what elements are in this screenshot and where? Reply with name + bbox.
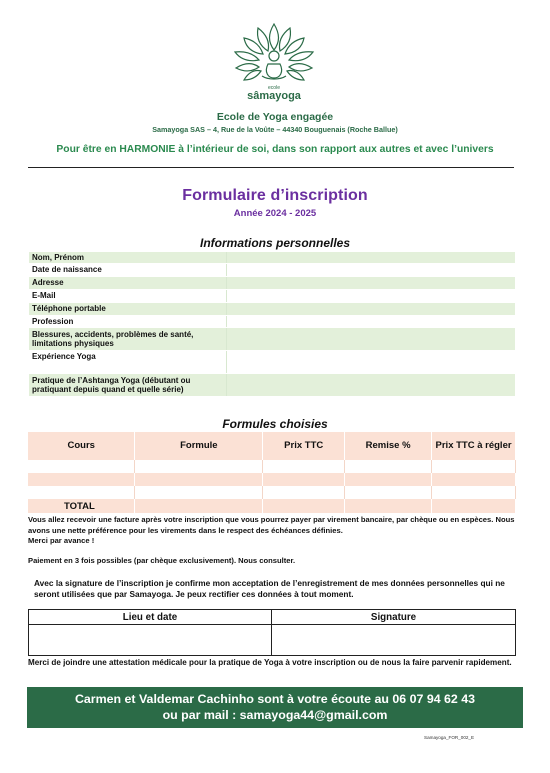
field-label: E-Mail xyxy=(32,291,56,300)
cell-prix[interactable] xyxy=(263,486,345,499)
cell-formule[interactable] xyxy=(135,473,263,486)
logo-brand-text: sâmayoga xyxy=(247,90,301,102)
name-field[interactable] xyxy=(226,252,515,263)
phone-field[interactable] xyxy=(226,303,515,315)
personal-info-table xyxy=(29,252,515,397)
field-label: Nom, Prénom xyxy=(32,252,85,262)
form-year: Année 2024 - 2025 xyxy=(233,208,317,219)
school-name: Ecole de Yoga engagée xyxy=(216,111,334,123)
table-row xyxy=(28,486,516,499)
col-remise: Remise % xyxy=(345,432,432,460)
field-label: Expérience Yoga xyxy=(32,352,96,361)
cell-total-prix[interactable] xyxy=(263,499,345,513)
ashtanga-field[interactable] xyxy=(226,374,515,396)
total-label: TOTAL xyxy=(28,499,135,513)
logo-small-text: ecole xyxy=(268,85,280,91)
cell-a-regler[interactable] xyxy=(432,460,516,473)
place-date-field[interactable] xyxy=(29,625,272,656)
lotus-yogi-logo-icon xyxy=(228,20,320,102)
personal-row-phone xyxy=(29,303,515,316)
personal-row-experience xyxy=(29,351,515,374)
total-row xyxy=(28,499,516,513)
signature-header: Signature xyxy=(272,610,516,625)
cell-remise[interactable] xyxy=(345,460,432,473)
col-prix-ttc: Prix TTC xyxy=(263,432,345,460)
field-label: Téléphone portable xyxy=(32,304,106,314)
cell-prix[interactable] xyxy=(263,460,345,473)
samayoga-logo xyxy=(228,20,320,102)
invoice-note xyxy=(28,515,520,547)
personal-row-birthdate xyxy=(29,264,515,277)
col-prix-a-regler: Prix TTC à régler xyxy=(432,432,516,460)
footer-reference: Samayoga_FOR_002_E xyxy=(424,735,475,740)
contact-phone-line: Carmen et Valdemar Cachinho sont à votre écoute au 06 07 94 62 43 xyxy=(74,692,476,706)
personal-row-address xyxy=(29,277,515,290)
formules-header-row xyxy=(28,432,516,460)
signature-table xyxy=(28,609,516,656)
field-label: Blessures, accidents, problèmes de santé, limitations physiques xyxy=(32,329,194,348)
field-label: Date de naissance xyxy=(32,265,102,274)
col-formule: Formule xyxy=(135,432,263,460)
cell-remise[interactable] xyxy=(345,473,432,486)
cell-total-formule xyxy=(135,499,263,513)
experience-field[interactable] xyxy=(226,351,515,373)
field-label: Profession xyxy=(32,317,74,326)
health-field[interactable] xyxy=(226,328,515,350)
medical-note: Merci de joindre une attestation médicale pour la pratique de Yoga à votre inscription ou de nous la faire parvenir rapidement. xyxy=(28,658,512,667)
personal-row-health xyxy=(29,328,515,351)
formules-title: Formules choisies xyxy=(222,417,328,431)
cell-formule[interactable] xyxy=(135,460,263,473)
place-date-header: Lieu et date xyxy=(29,610,272,625)
personal-row-profession xyxy=(29,316,515,328)
cell-a-regler[interactable] xyxy=(432,486,516,499)
contact-mail-line: ou par mail : samayoga44@gmail.com xyxy=(162,708,388,722)
cell-a-regler[interactable] xyxy=(432,473,516,486)
formules-table xyxy=(28,432,516,513)
cell-formule[interactable] xyxy=(135,486,263,499)
table-row xyxy=(28,460,516,473)
email-field[interactable] xyxy=(226,290,515,302)
thanks-text: Merci par avance ! xyxy=(28,536,95,545)
header-divider xyxy=(28,167,514,168)
table-row xyxy=(28,473,516,486)
personal-row-ashtanga xyxy=(29,374,515,397)
address-field[interactable] xyxy=(226,277,515,289)
personal-info-title: Informations personnelles xyxy=(199,236,351,250)
col-cours: Cours xyxy=(28,432,135,460)
invoice-text: Vous allez recevoir une facture après votre inscription que vous pourrez payer par virement bancaire, par chèque ou en espèces. Nous avons une nette préférence pour les virements dans le respect des échéances définies. xyxy=(28,515,515,535)
cell-prix[interactable] xyxy=(263,473,345,486)
form-title: Formulaire d’inscription xyxy=(182,187,368,204)
cell-total-remise[interactable] xyxy=(345,499,432,513)
tagline: Pour être en HARMONIE à l’intérieur de soi, dans son rapport aux autres et avec l’univers xyxy=(56,144,494,155)
school-address: Samayoga SAS – 4, Rue de la Voûte – 44340 Bouguenais (Roche Ballue) xyxy=(152,125,398,134)
field-label: Adresse xyxy=(32,278,64,288)
contact-box xyxy=(27,687,523,728)
personal-row-email xyxy=(29,290,515,303)
cell-total-a-regler[interactable] xyxy=(432,499,516,513)
consent-note: Avec la signature de l’inscription je confirme mon acceptation de l’enregistrement de mes données personnelles qui ne seront utilisées que par Samayoga. Je peux rectifier ces données à tout moment. xyxy=(34,578,505,599)
field-label: Pratique de l’Ashtanga Yoga (débutant ou pratiquant depuis quand et quelle série) xyxy=(32,375,191,394)
cell-cours[interactable] xyxy=(28,473,135,486)
cell-cours[interactable] xyxy=(28,460,135,473)
birthdate-field[interactable] xyxy=(226,264,515,276)
signature-field[interactable] xyxy=(272,625,516,656)
payment-note: Paiement en 3 fois possibles (par chèque exclusivement). Nous consulter. xyxy=(28,556,296,565)
personal-row-name xyxy=(29,252,515,264)
profession-field[interactable] xyxy=(226,316,515,327)
cell-cours[interactable] xyxy=(28,486,135,499)
cell-remise[interactable] xyxy=(345,486,432,499)
